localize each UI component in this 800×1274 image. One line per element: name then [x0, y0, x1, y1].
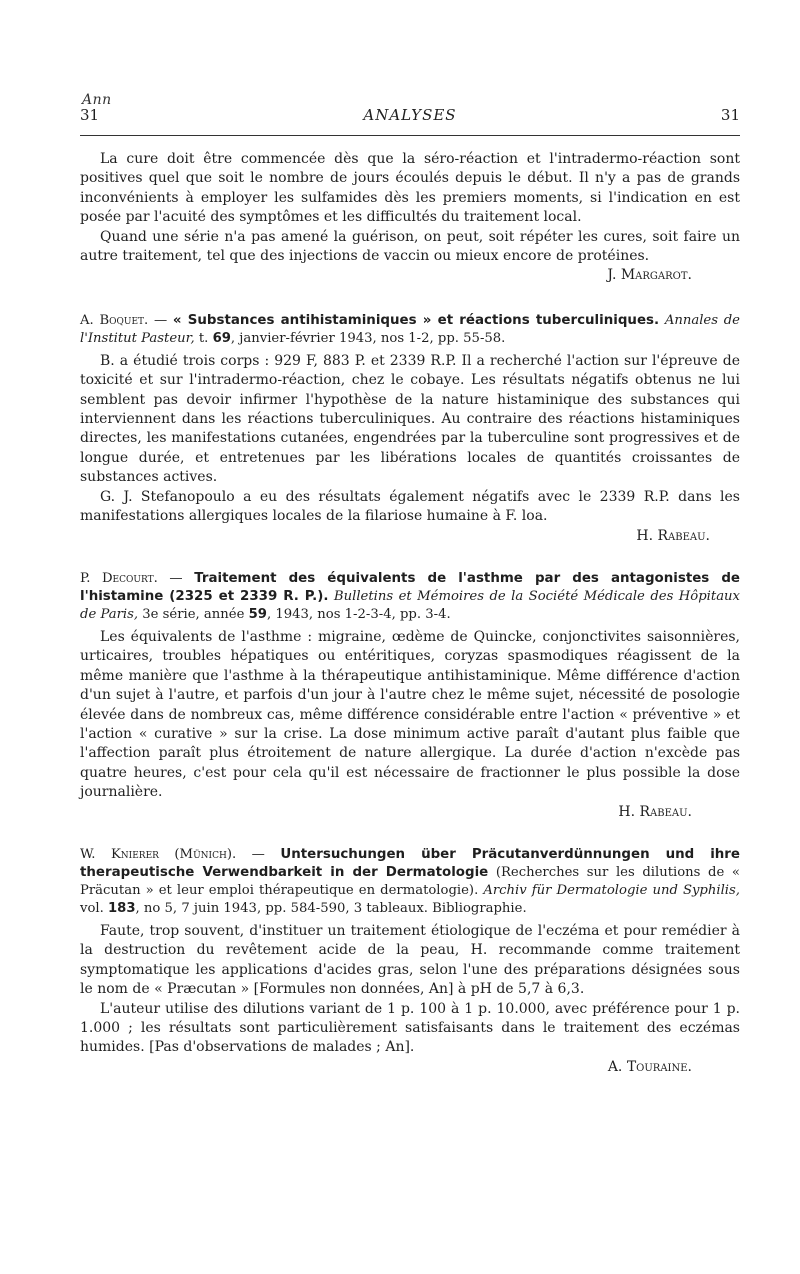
paragraph: Faute, trop souvent, d'instituer un traitement étiologique de l'eczéma et pour remédier à la destruction du revêtement acide de la peau, H. recommande comme traitement symptomatique les applications d'acides gras, selon l'une des préparations désignées sous le nom de « Præcutan » [Formules non données, An] à pH de 5,7 à 6,3.: [80, 922, 740, 998]
citation-ref-post: , no 5, 7 juin 1943, pp. 584-590, 3 tableaux. Bibliographie.: [135, 900, 527, 916]
paragraph: B. a étudié trois corps : 929 F, 883 P. et 2339 R.P. Il a recherché l'action sur l'épreuve de toxicité et sur l'intradermo-réaction, chez le cobaye. Les résultats négatifs obtenus ne lui semblent pas devoir infirmer l'hypothèse de la nature histaminique des substances qui interviennent dans les réactions tuberculiniques. Au contraire des réactions histaminiques directes, les manifestations cutanées, engendrées par la tuberculine sont progressives et de longue durée, et entretenues par les libérations locales de quantités croissantes de substances actives.: [80, 352, 740, 486]
review-entry: [80, 570, 740, 822]
citation-author: A. Boquet.: [80, 312, 149, 328]
review-entry: [80, 846, 740, 1077]
citation-volume: 59: [248, 606, 267, 622]
citation-ref-pre: vol.: [80, 900, 108, 916]
page-number-right: 31: [720, 106, 740, 124]
citation-dash: —: [236, 846, 281, 862]
citation-journal: Archiv für Dermatologie und Syphilis,: [483, 882, 740, 898]
citation-ref-post: , janvier-février 1943, nos 1-2, pp. 55-58.: [230, 330, 506, 346]
reviewer-signature: H. Rabeau.: [618, 803, 692, 820]
paragraph: G. J. Stefanopoulo a eu des résultats également négatifs avec le 2339 R.P. dans les manifestations allergiques locales de la filariose humaine à F. loa.: [80, 488, 740, 525]
citation-ref-post: , 1943, nos 1-2-3-4, pp. 3-4.: [266, 606, 451, 622]
running-title: ANALYSES: [363, 106, 457, 124]
reviewer-signature: H. Rabeau.: [636, 527, 710, 544]
citation-journal: Annales de l'Institut Pasteur,: [80, 312, 740, 346]
citation-title: Traitement des équivalents de l'asthme par des antagonistes de l'histamine (2325 et 2339 R. P.).: [80, 570, 741, 604]
running-header: [80, 106, 740, 128]
review-body: [80, 628, 740, 803]
citation: [80, 570, 740, 624]
reviewer-signature: A. Touraine.: [607, 1058, 692, 1075]
reviewer-signature: J. Margarot.: [607, 267, 692, 284]
paragraph: L'auteur utilise des dilutions variant de 1 p. 100 à 1 p. 10.000, avec préférence pour 1 p. 1.000 ; les résultats sont particulièrement satisfaisants dans le traitement des eczémas humides. [Pas d'observations de malades ; An].: [80, 1000, 740, 1056]
page-content: [80, 150, 740, 1077]
review-body: [80, 922, 740, 1058]
citation-author: P. Decourt.: [80, 570, 158, 586]
citation-dash: —: [148, 312, 173, 328]
paragraph: Quand une série n'a pas amené la guérison, on peut, soit répéter les cures, soit faire un autre traitement, tel que des injections de vaccin ou mieux encore de protéines.: [80, 228, 740, 265]
citation-dash: —: [157, 570, 195, 586]
citation-journal: Bulletins et Mémoires de la Société Médicale des Hôpitaux de Paris,: [80, 588, 740, 622]
citation: [80, 846, 740, 918]
citation-title: Untersuchungen über Präcutanverdünnungen und ihre therapeutische Verwendbarkeit in der Dermatologie: [80, 846, 740, 880]
citation-author: W. Knierer (Münich).: [80, 846, 237, 862]
handwritten-margin-note: Ann: [82, 92, 112, 108]
citation-volume: 69: [212, 330, 231, 346]
citation: [80, 312, 740, 348]
header-rule: [80, 135, 740, 136]
citation-ref-pre: t.: [194, 330, 213, 346]
citation-ref-pre: 3e série, année: [138, 606, 249, 622]
paragraph: Les équivalents de l'asthme : migraine, œdème de Quincke, conjonctivites saisonnières, urticaires, troubles hépatiques ou entéritiques, coryzas spasmodiques réagissent de la même manière que l'asthme à la thérapeutique antihistaminique. Même différence d'action d'un sujet à l'autre, et parfois d'un jour à l'autre chez le même sujet, nécessité de posologie élevée dans de nombreux cas, même différence considérable entre l'action « préventive » et l'action « curative » sur la crise. La dose minimum active paraît d'autant plus faible que l'affection paraît plus étroitement de nature allergique. La durée d'action n'excède pas quatre heures, c'est pour cela qu'il est nécessaire de fractionner le plus possible la dose journalière.: [80, 628, 740, 801]
citation-volume: 183: [108, 900, 136, 916]
citation-note: (Recherches sur les dilutions de « Präcutan » et leur emploi thérapeutique en dermatologie).: [80, 864, 740, 898]
review-body: [80, 352, 740, 527]
paragraph: La cure doit être commencée dès que la séro-réaction et l'intradermo-réaction sont positives quel que soit le nombre de jours écoulés depuis le début. Il n'y a pas de grands inconvénients à employer les sulfamides dès les premiers moments, si l'indication en est posée par l'acuité des symptômes et les difficultés du traitement local.: [80, 151, 740, 226]
review-entry: [80, 312, 740, 546]
page-number-left: 31: [80, 106, 100, 124]
citation-title: « Substances antihistaminiques » et réactions tuberculiniques.: [172, 312, 660, 328]
review-continuation: [80, 150, 740, 286]
